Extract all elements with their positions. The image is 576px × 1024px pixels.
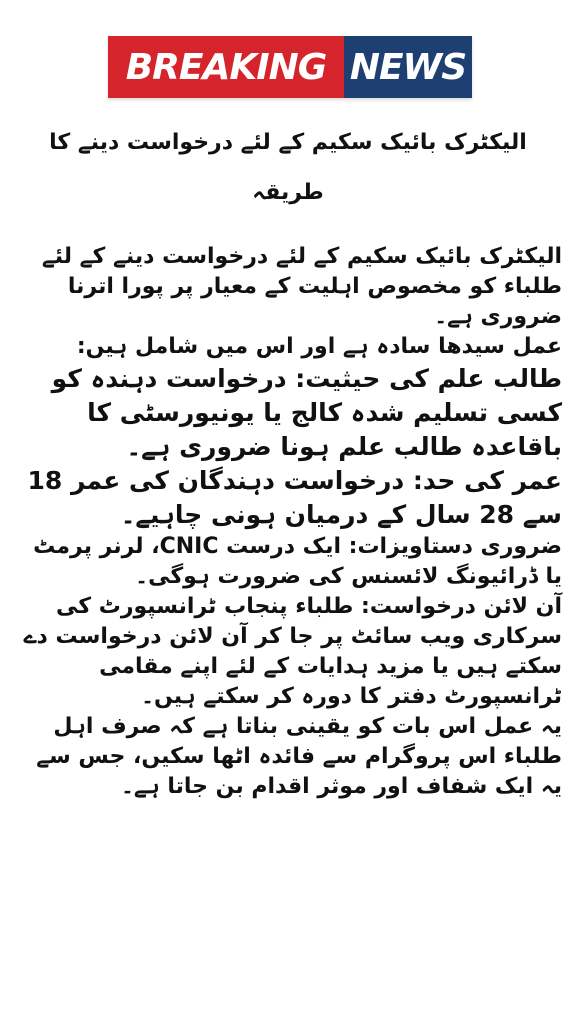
- paragraph-conclusion: یہ عمل اس بات کو یقینی بناتا ہے کہ صرف اہل طلباء اس پروگرام سے فائدہ اٹھا سکیں، جس سے یہ ایک شفاف اور موثر اقدام بن جاتا ہے۔: [36, 714, 562, 799]
- banner-news-label: NEWS: [344, 36, 472, 98]
- paragraph-documents: ضروری دستاویزات: ایک درست CNIC، لرنر پرمٹ یا ڈرائیونگ لائسنس کی ضرورت ہوگی۔: [33, 534, 562, 589]
- banner-breaking-label: BREAKING: [108, 36, 344, 98]
- paragraph-process: عمل سیدھا سادہ ہے اور اس میں شامل ہیں:: [76, 334, 562, 359]
- paragraph-intro: الیکٹرک بائیک سکیم کے لئے درخواست دینے کے لئے طلباء کو مخصوص اہلیت کے معیار پر پورا اترنا ضروری ہے۔: [41, 244, 562, 329]
- article-title: الیکٹرک بائیک سکیم کے لئے درخواست دینے کا طریقہ: [49, 130, 527, 205]
- breaking-news-banner: [108, 36, 472, 98]
- paragraph-age-limit: عمر کی حد: درخواست دہندگان کی عمر 18 سے 28 سال کے درمیان ہونی چاہیے۔: [27, 466, 562, 529]
- article-body: [14, 118, 562, 802]
- paragraph-student-status: طالب علم کی حیثیت: درخواست دہندہ کو کسی تسلیم شدہ کالج یا یونیورسٹی کا باقاعدہ طالب علم ہونا ضروری ہے۔: [51, 364, 562, 461]
- paragraph-online-application: آن لائن درخواست: طلباء پنجاب ٹرانسپورٹ کی سرکاری ویب سائٹ پر جا کر آن لائن درخواست دے سکتے ہیں یا مزید ہدایات کے لئے اپنے مقامی ٹرانسپورٹ دفتر کا دورہ کر سکتے ہیں۔: [23, 594, 562, 709]
